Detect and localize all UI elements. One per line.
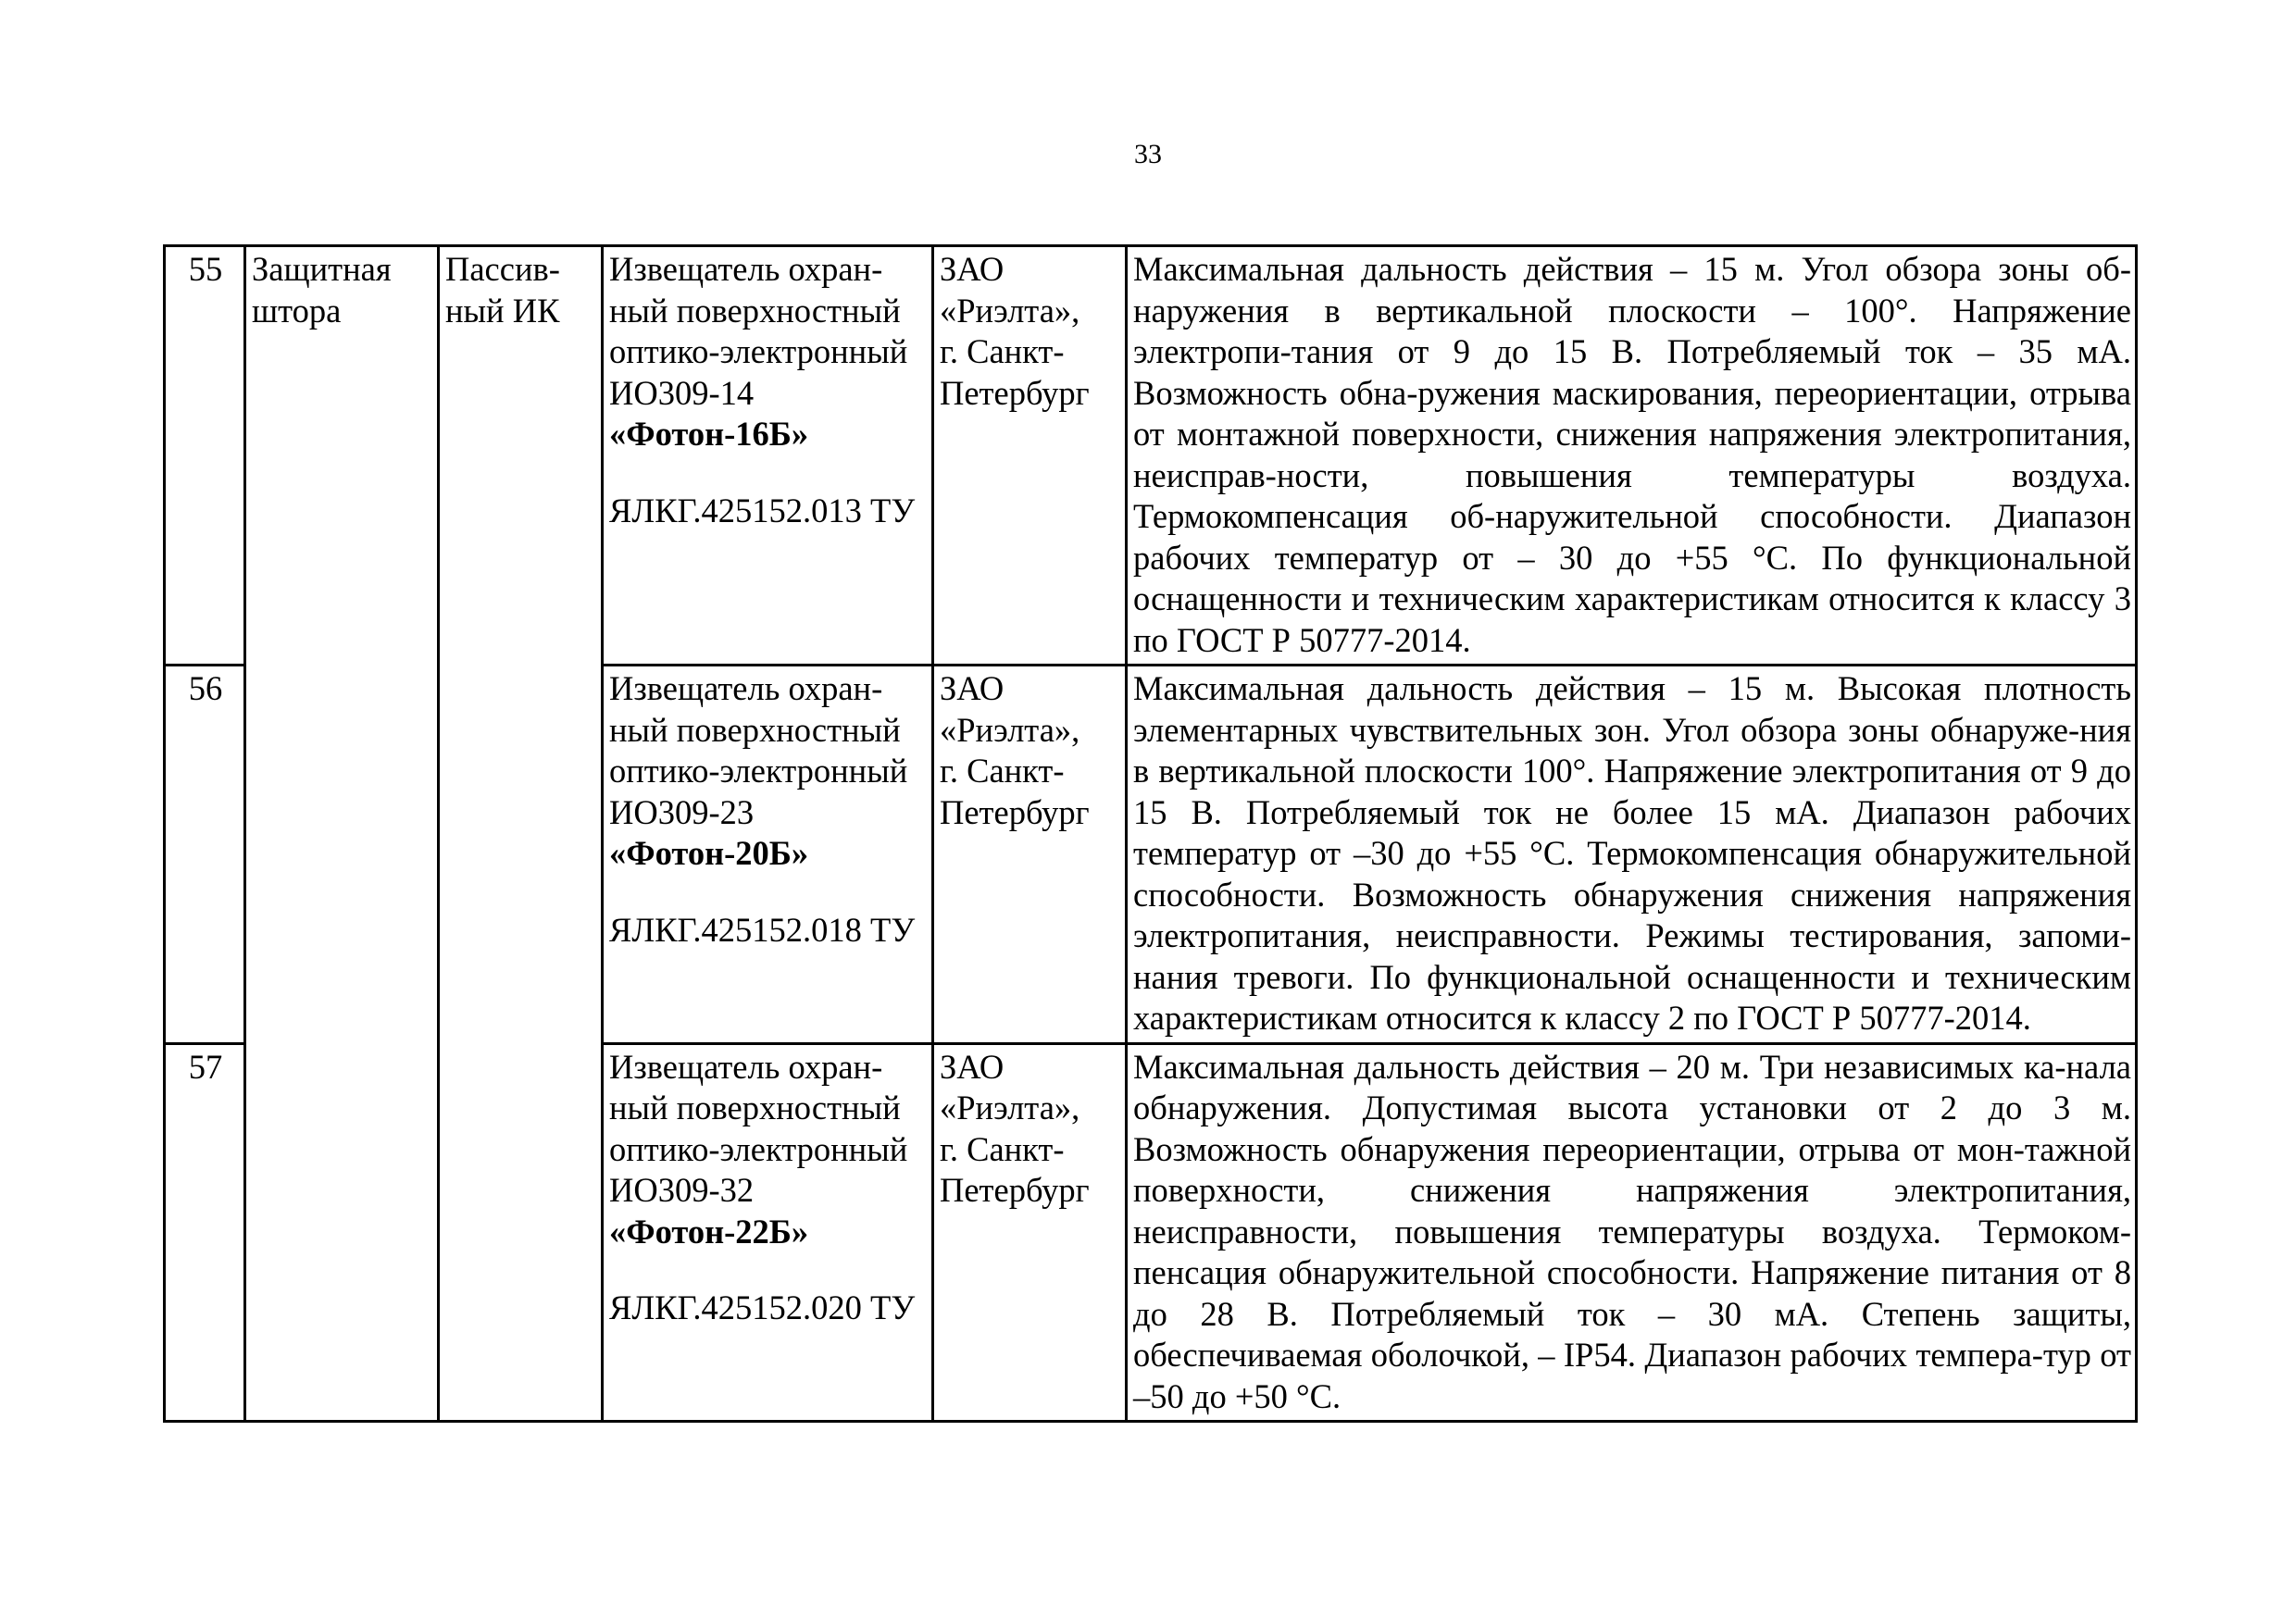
description-cell: Максимальная дальность действия – 15 м. Высокая плотность элементарных чувствительных зон. Угол обзора зоны обнаруже-ния в вертикальной плоскости 100°. Напряжение электропитания от 9 до 15 В. Потребляемый ток не более 15 мА. Диапазон рабочих температур от –30 до +55 °С. Термокомпенсация обнаружительной способности. Возможность обнаружения снижения напряжения электропитания, неисправности. Режимы тестирования, запоми-нания тревоги. По функциональной оснащенности и техническим характеристикам относится к классу 2 по ГОСТ Р 50777-2014. <box>1127 666 2137 1044</box>
manufacturer-line: Петербург <box>940 792 1090 831</box>
manufacturer-line: «Риэлта», <box>940 291 1080 330</box>
manufacturer-cell <box>933 246 1127 666</box>
page-number: 33 <box>1134 139 1162 169</box>
device-cell <box>603 666 933 1044</box>
device-line: оптико-электронный <box>609 332 908 370</box>
group-name: Защитная штора <box>245 246 439 1422</box>
manufacturer-line: «Риэлта», <box>940 1089 1080 1126</box>
equipment-table <box>163 244 2138 1423</box>
device-line: ИО309-32 <box>609 1171 755 1209</box>
table-row <box>165 246 2137 666</box>
manufacturer-line: ЗАО <box>940 250 1004 288</box>
device-line: Извещатель охран- <box>609 669 883 707</box>
manufacturer-line: Петербург <box>940 1171 1090 1209</box>
manufacturer-line: Петербург <box>940 373 1090 412</box>
device-model: «Фотон-20Б» <box>609 834 809 872</box>
manufacturer-line: «Риэлта», <box>940 710 1080 749</box>
manufacturer-line: г. Санкт- <box>940 1129 1065 1168</box>
device-line: Извещатель охран- <box>609 250 883 288</box>
device-cell <box>603 246 933 666</box>
device-line: ный поверхностный <box>609 710 901 749</box>
device-spec: ЯЛКГ.425152.020 ТУ <box>609 1288 916 1326</box>
manufacturer-line: г. Санкт- <box>940 332 1065 370</box>
description-cell: Максимальная дальность действия – 15 м. Угол обзора зоны об-наружения в вертикальной плоскости – 100°. Напряжение электропи-тания от 9 до 15 В. Потребляемый ток – 35 мА. Возможность обна-ружения маскирования, переориентации, отрыва от монтажной поверхности, снижения напряжения электропитания, неисправ-ности, повышения температуры воздуха. Термокомпенсация об-наружительной способности. Диапазон рабочих температур от – 30 до +55 °С. По функциональной оснащенности и техническим характеристикам относится к классу 3 по ГОСТ Р 50777-2014. <box>1127 246 2137 666</box>
device-model: «Фотон-22Б» <box>609 1212 809 1251</box>
device-cell <box>603 1043 933 1422</box>
row-number: 57 <box>165 1043 245 1422</box>
device-spec: ЯЛКГ.425152.018 ТУ <box>609 910 916 949</box>
device-line: ный поверхностный <box>609 1089 901 1126</box>
row-number: 56 <box>165 666 245 1044</box>
manufacturer-cell <box>933 666 1127 1044</box>
row-number: 55 <box>165 246 245 666</box>
device-line: ИО309-23 <box>609 792 755 831</box>
device-spec: ЯЛКГ.425152.013 ТУ <box>609 491 916 529</box>
device-line: оптико-электронный <box>609 752 908 790</box>
detection-principle: Пассив-ный ИК <box>439 246 603 1422</box>
device-line: оптико-электронный <box>609 1129 908 1168</box>
manufacturer-line: г. Санкт- <box>940 752 1065 790</box>
device-model: «Фотон-16Б» <box>609 415 809 453</box>
manufacturer-cell <box>933 1043 1127 1422</box>
device-line: ный поверхностный <box>609 291 901 330</box>
manufacturer-line: ЗАО <box>940 669 1004 707</box>
device-line: ИО309-14 <box>609 373 755 412</box>
description-cell: Максимальная дальность действия – 20 м. Три независимых ка-нала обнаружения. Допустимая высота установки от 2 до 3 м. Возможность обнаружения переориентации, отрыва от мон-тажной поверхности, снижения напряжения электропитания, неисправности, повышения температуры воздуха. Термоком-пенсация обнаружительной способности. Напряжение питания от 8 до 28 В. Потребляемый ток – 30 мА. Степень защиты, обеспечиваемая оболочкой, – IP54. Диапазон рабочих темпера-тур от –50 до +50 °С. <box>1127 1043 2137 1422</box>
manufacturer-line: ЗАО <box>940 1047 1004 1086</box>
device-line: Извещатель охран- <box>609 1047 883 1086</box>
